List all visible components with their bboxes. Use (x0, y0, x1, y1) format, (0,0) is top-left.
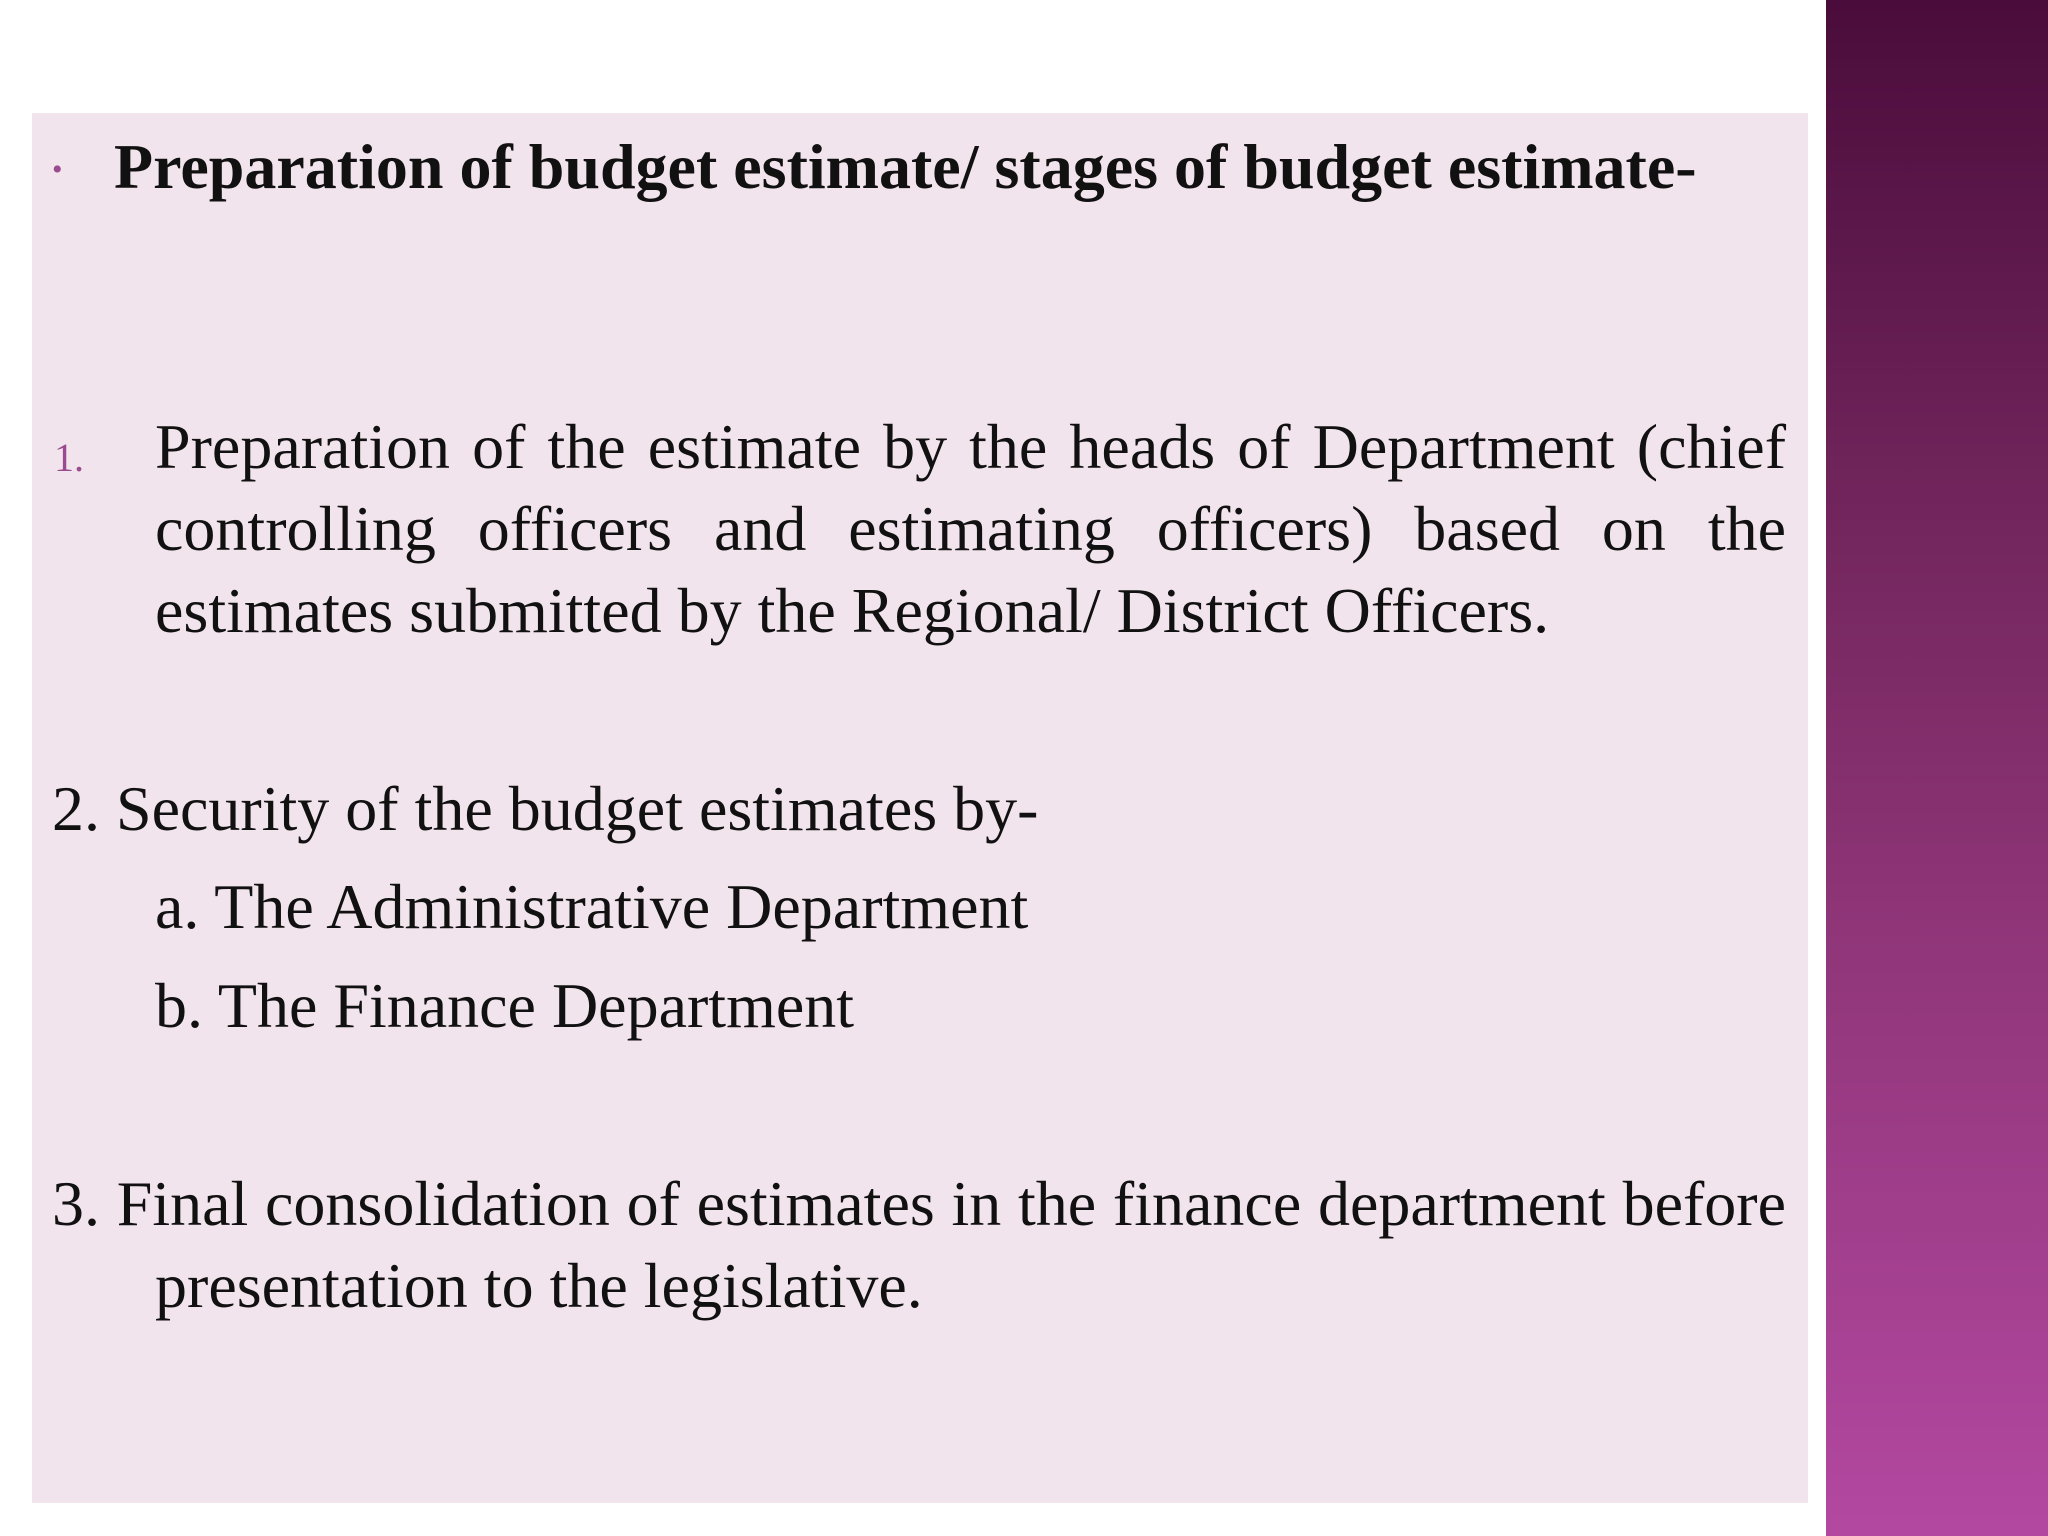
item-1-text: Preparation of the estimate by the heads of Department (chief controlling officers and estimating officers) based on the estimates submitted by the Regional/ District Officers. (155, 411, 1786, 646)
decorative-side-band (1826, 0, 2048, 1536)
item-2-subitem-b: b. The Finance Department (155, 970, 855, 1041)
heading-bullet: • (52, 153, 63, 186)
item-2-subitem-a: a. The Administrative Department (155, 871, 1029, 942)
item-3-text: 3. Final consolidation of estimates in the finance department before presentation to the legislative. (52, 1168, 1786, 1321)
slide-heading: Preparation of budget estimate/ stages of budget estimate- (114, 131, 1697, 202)
item-2-text: 2. Security of the budget estimates by- (52, 773, 1039, 844)
item-1-number: 1. (54, 435, 84, 480)
